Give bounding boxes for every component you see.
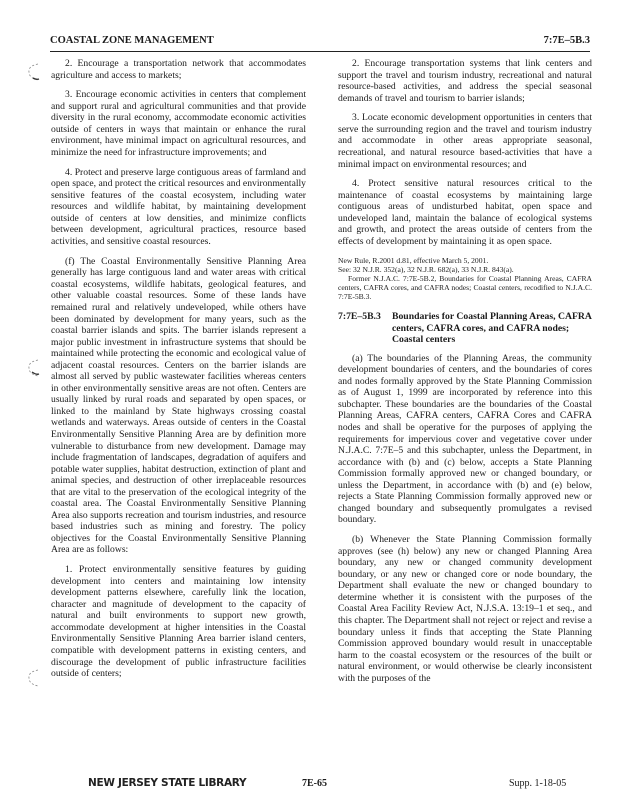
source-note: Former N.J.A.C. 7:7E-5B.2, Boundaries for Coastal Planning Areas, CAFRA centers, CAFRA cores, and CAFRA nodes; Coastal centers, recodified to N.J.A.C. 7:7E-5B.3. (338, 273, 592, 302)
supplement-date: Supp. 1-18-05 (509, 778, 567, 789)
binder-hole-icon (26, 358, 42, 378)
paragraph: 4. Protect sensitive natural resources critical to the maintenance of coastal ecosystems by maintaining large contiguous areas of undisturbed habitat, open space and undeveloped land, maintain the balance of ecological systems and growth, and protect the areas outside of centers from the effects of development by maintaining it as open space. (338, 178, 592, 248)
left-column (51, 58, 306, 688)
page-footer (0, 777, 618, 791)
page-number: 7E-65 (302, 778, 327, 789)
binder-hole-icon (26, 62, 42, 82)
source-note: See: 32 N.J.R. 352(a), 32 N.J.R. 682(a), 33 N.J.R. 843(a). (338, 264, 514, 274)
library-stamp: NEW JERSEY STATE LIBRARY (88, 777, 247, 789)
chapter-title: COASTAL ZONE MANAGEMENT (50, 35, 214, 46)
paragraph: (f) The Coastal Environmentally Sensitive Planning Area generally has large contiguous land and water areas with critical coastal ecosystems, wildlife habitats, geological features, and other valuable coastal resources. Some of these lands have remained rural and relatively undeveloped, while others have been dominated by development for many years, such as the coastal barrier islands and spits. The barrier islands represent a major public investment in infrastructure systems that should be maintained while protecting the economic and ecological value of adjacent coastal resources. Centers on the barrier islands are almost all served by public wastewater facilities whereas centers in other environmentally sensitive areas are not often. Centers are usually linked by rural roads and separated by open spaces, or linked to the mainland by State highways crossing coastal wetlands and waterways. Areas outside of centers in the Coastal Environmentally Sensitive Planning Area are by definition more vulnerable to disturbance from new development. Damage may include fragmentation of landscapes, degradation of aquifers and potable water supplies, habitat destruction, extinction of plant and animal species, and destruction of other irreplaceable resources that are vital to the preservation of the ecological integrity of the coastal area. The Coastal Environmentally Sensitive Planning Area also supports recreation and tourism industries, and resource based industries such as mining and forestry. The policy objectives for the Coastal Environmentally Sensitive Planning Area are as follows: (51, 255, 306, 556)
source-note: New Rule, R.2001 d.81, effective March 5, 2001. (338, 255, 489, 265)
paragraph: (b) Whenever the State Planning Commission formally approves (see (h) below) any new or changed Planning Area boundary, any new or changed community development boundary, or any new or changed core or node boundary, the Department shall evaluate the new or changed boundary to determine whether it is consistent with the purposes of the Coastal Area Facility Review Act, N.J.S.A. 13:19–1 et seq., and this chapter. The Department shall not reject or reject and revise a boundary unless it finds that accepting the State Planning Commission approved boundary would result in unacceptable harm to the coastal ecosystem or the resources of the built or natural environment, or would otherwise be clearly inconsistent with the purposes of the (338, 534, 592, 684)
page-header (50, 35, 590, 52)
paragraph: 3. Encourage economic activities in centers that complement and support rural and agricultural communities and that provide diversity in the rural economy, accommodate economic activities outside of centers in ways that maintain or enhance the rural environment, have minimal impact on agricultural resources, and minimize the need for infrastructure improvements; and (51, 89, 306, 159)
paragraph: (a) The boundaries of the Planning Areas, the community development boundaries of centers, and the boundaries of cores and nodes formally approved by the State Planning Commission as of August 1, 1999 are incorporated by reference into this subchapter. These boundaries are the boundaries of the Coastal Planning Areas, CAFRA centers, CAFRA Cores and CAFRA nodes and shall be operative for the purposes of applying the requirements for impervious cover and vegetative cover under N.J.A.C. 7:7E–5 and this subchapter, unless the Department, in accordance with (b) and (c) below, accepts a State Planning Commission formally approved new or changed boundary, or unless the Department, in accordance with (b) and (e) below, rejects a State Planning Commission formally approved new or changed boundary and subsequently promulgates a revised boundary. (338, 352, 592, 526)
paragraph: 3. Locate economic development opportunities in centers that serve the surrounding region and the travel and tourism industry and accommodate in other areas appropriate seasonal, recreational, and natural resource based-activities that have a minimal impact on environmental resources; and (338, 112, 592, 170)
paragraph: 2. Encourage transportation systems that link centers and support the travel and tourism industry, recreational and natural resource-based activities, and address the special seasonal demands of travel and tourism to barrier islands; (338, 58, 592, 104)
paragraph: 1. Protect environmentally sensitive features by guiding development into centers and maintaining low intensity development patterns elsewhere, carefully link the location, character and magnitude of development to the capacity of natural and built environments to support new growth, accommodate development at higher intensities in the Coastal Environmentally Sensitive Planning Area barrier island centers, compatible with development patterns in existing centers, and discourage the development of public infrastructure facilities outside of centers; (51, 564, 306, 680)
right-column (338, 58, 592, 692)
section-heading-number: 7:7E–5B.3 (338, 311, 381, 323)
binder-hole-icon (26, 668, 42, 688)
paragraph: 4. Protect and preserve large contiguous areas of farmland and open space, and protect the critical resources and environmentally sensitive features of the coastal ecosystem, including water resources and wildlife habitat, by maintaining development outside of centers at low densities, and minimize conflicts between development, agricultural practices, resource based activities, and sensitive coastal resources. (51, 166, 306, 248)
section-heading (338, 311, 592, 346)
source-notes (338, 256, 592, 301)
section-number: 7:7E–5B.3 (543, 35, 590, 46)
section-heading-title: Boundaries for Coastal Planning Areas, CAFRA centers, CAFRA cores, and CAFRA nodes; Coastal centers (392, 311, 592, 346)
paragraph: 2. Encourage a transportation network that accommodates agriculture and access to markets; (51, 58, 306, 81)
